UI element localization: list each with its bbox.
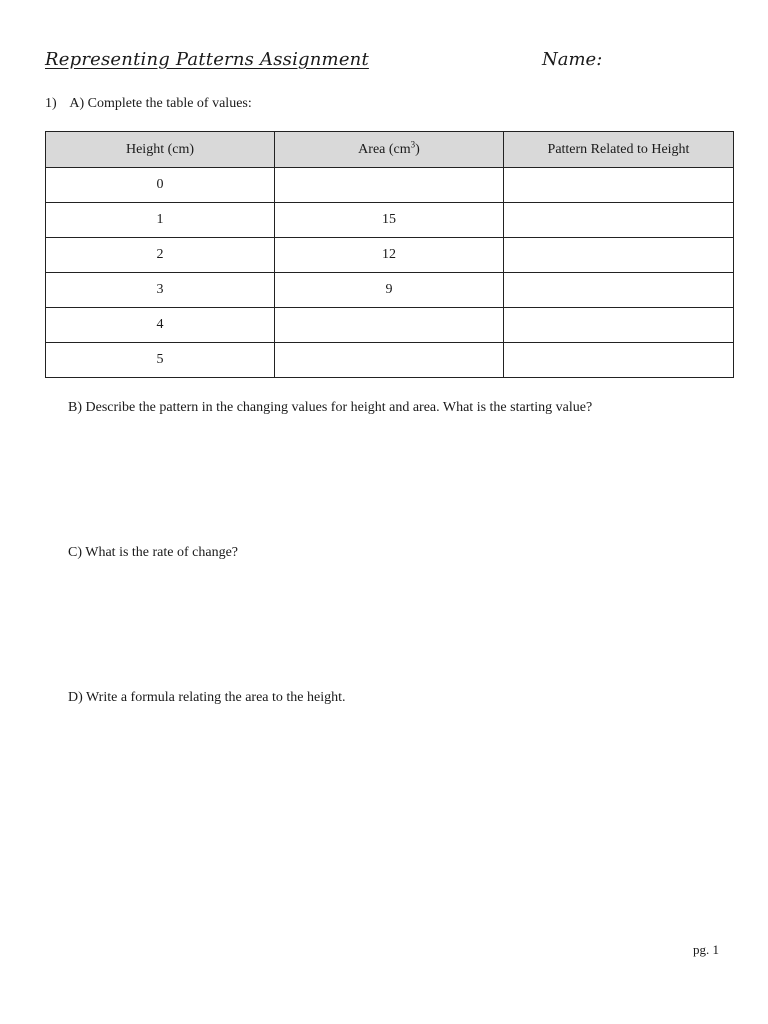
header-height: Height (cm) [46,132,275,168]
question-1-part-d: D) Write a formula relating the area to the height. [68,690,346,705]
page-number: pg. 1 [693,942,719,957]
cell-pattern [504,343,734,378]
assignment-title: Representing Patterns Assignment [45,49,369,70]
question-1-part-b: B) Describe the pattern in the changing values for height and area. What is the starting value? [68,400,593,415]
table-row [46,273,734,308]
cell-area [275,343,504,378]
table-row [46,238,734,273]
table-row [46,203,734,238]
cell-area: 12 [275,238,504,273]
cell-height: 0 [46,168,275,203]
header-pattern: Pattern Related to Height [504,132,734,168]
table-row [46,343,734,378]
table-row [46,168,734,203]
question-number: 1) [45,96,57,111]
cell-pattern [504,273,734,308]
name-label: Name: [542,49,603,70]
cell-pattern [504,203,734,238]
question-1-part-c: C) What is the rate of change? [68,545,239,560]
header-area: Area $(cm^3)$ [275,132,504,168]
cell-height: 5 [46,343,275,378]
cell-area [275,308,504,343]
table-row [46,308,734,343]
cell-area [275,168,504,203]
question-1-part-a [45,96,252,112]
cell-pattern [504,238,734,273]
table-header-row [46,132,734,168]
cell-height: 2 [46,238,275,273]
cell-pattern [504,308,734,343]
part-a-text: A) Complete the table of values: [69,96,252,111]
cell-height: 3 [46,273,275,308]
cell-height: 4 [46,308,275,343]
area-exponent: 3 [410,138,416,149]
cell-area: 15 [275,203,504,238]
cell-height: 1 [46,203,275,238]
values-table [45,131,734,378]
cell-area: 9 [275,273,504,308]
cell-pattern [504,168,734,203]
